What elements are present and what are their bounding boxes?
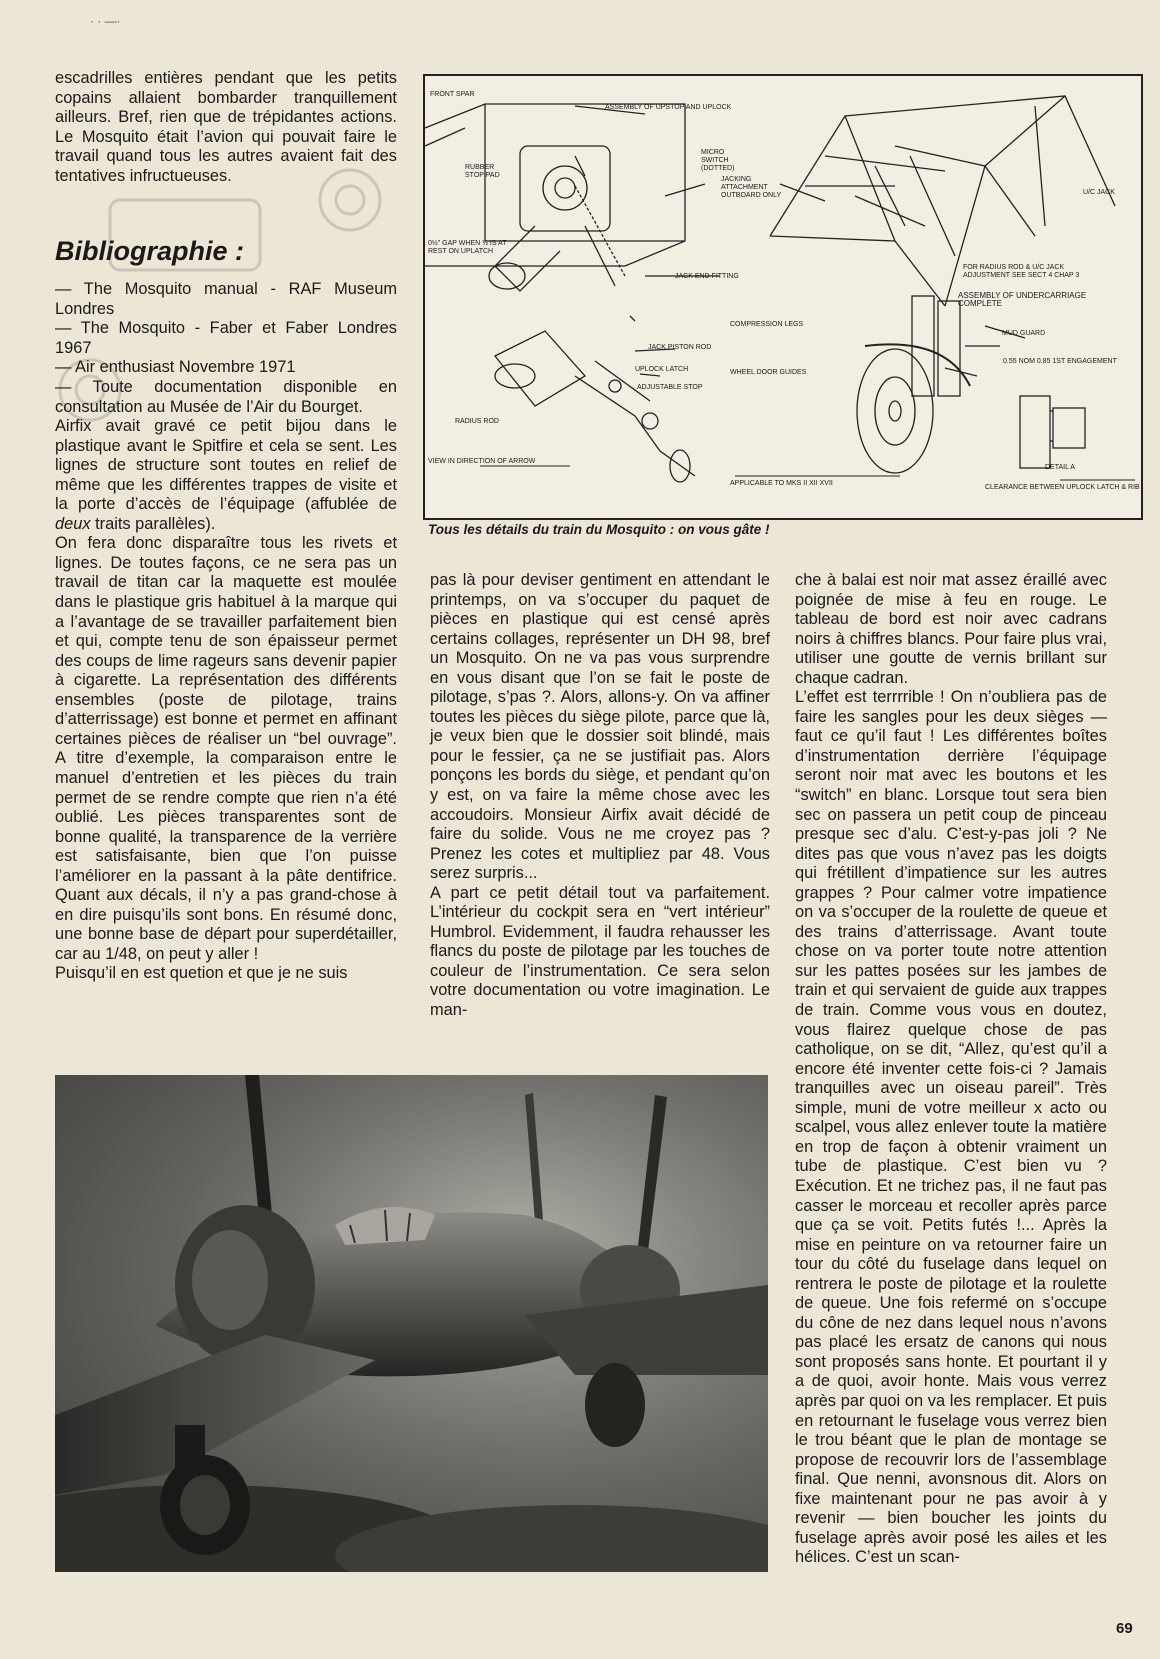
body-paragraph: On fera donc disparaître tous les rivets et lignes. De toutes façons, ce ne sera pas un travail de titan car la maquette est moulée dans le plastique gris habituel à la marque qui a l’avantage de se travailler parfaitement bien et qui, compte tenu de son épaisseur permet des coups de lime rageurs sans devenir papier à cigarette. La représentation des différents ensembles (poste de pilotage, trains d’atterrissage) est bonne et permet en affinant certaines pièces de réaliser un “bel ouvrage”. A titre d’exemple, la comparaison entre le manuel d’entretien et les pièces du train permet de se rendre compte que rien n’a été oublié. Les pièces transparentes sont de bonne qualité, la transparence de la verrière est satisfaisante, bien que l’on puisse l’améliorer en la passant à la pâte dentifrice. Quant aux décals, il n’y a pas grand-chose à en dire puisqu’ils sont bons. En résumé donc, une bonne base de départ pour superdétailler, car au 1/48, on peut y aller ! [55, 534, 397, 963]
label-micro-switch: MICRO SWITCH (DOTTED) [701, 149, 735, 172]
page-corner-mark: · · —· [90, 14, 121, 28]
label-uc-jack: U/C JACK [1083, 189, 1115, 196]
label-jacking-attachment: JACKING ATTACHMENT OUTBOARD ONLY [721, 176, 782, 199]
bibliography-item: — The Mosquito manual - RAF Museum Londres [55, 280, 397, 318]
bibliography-heading: Bibliographie : [55, 236, 244, 267]
text-run: Airfix avait gravé ce petit bijou dans le plastique avant le Spitfire et cela se sent. Les lignes de structure sont toutes en relief de même que les différentes trappes de visite et la porte d’accès de l’équipage (affublée de [55, 417, 397, 514]
figure-caption: Tous les détails du train du Mosquito : on vous gâte ! [428, 522, 770, 537]
label-compression-legs: COMPRESSION LEGS [730, 321, 804, 328]
label-clearance-between: CLEARANCE BETWEEN UPLOCK LATCH & RIB [985, 484, 1140, 491]
bibliography-item: — Air enthusiast Novembre 1971 [55, 358, 296, 377]
label-assembly-complete: ASSEMBLY OF UNDERCARRIAGE COMPLETE [958, 291, 1087, 308]
intro-paragraph: escadrilles entières pendant que les petits copains allaient bombarder tranquillement ailleurs. Bref, rien que de trépidantes actions. Le Mosquito était l’avion qui pouvait faire le travail quand tous les autres avaient fait des tentatives infructueuses. [55, 69, 397, 185]
label-mud-guard: MUD GUARD [1002, 330, 1046, 337]
label-assembly-upstop: ASSEMBLY OF UPSTOP AND UPLOCK [605, 104, 732, 111]
body-paragraph: che à balai est noir mat assez éraillé avec poignée de mise à feu en rouge. Le tableau de bord est noir avec cadrans noirs à chiffres blancs. Pour faire plus vrai, utiliser une goutte de vernis brillant sur chaque cadran. [795, 571, 1107, 687]
body-paragraph: Puisqu’il en est quetion et que je ne suis [55, 964, 348, 983]
label-jack-piston: JACK PISTON ROD [648, 344, 712, 351]
label-applicable: APPLICABLE TO MKS II XII XVII [730, 480, 833, 487]
label-radius-rod: RADIUS ROD [455, 418, 499, 425]
photo-rendering [55, 1075, 768, 1572]
text-run: traits parallèles). [90, 514, 216, 533]
mosquito-model-photo [55, 1075, 768, 1572]
text-column-right [795, 571, 1107, 1568]
emphasis-text: deux [55, 514, 91, 533]
label-rubber-stop: RUBBER STOP PAD [465, 164, 500, 179]
label-dimensions: 0.55 NOM 0.85 1ST ENGAGEMENT [1003, 358, 1117, 365]
label-jack-end: JACK END FITTING [675, 273, 739, 280]
body-paragraph: L’effet est terrrrible ! On n’oubliera pas de faire les sangles pour les deux sièges — faut ce qu’il faut ! Les différentes boîtes d’instrumentation derrière l’équipage seront noir mat avec les boutons et les “switch” en blanc. Lorsque tout sera bien sec on passera un petit coup de pinceau presque sec d’alu. C’est-y-pas joli ? Ne dites pas que vous n’avez pas les doigts qui frétillent d’impatience sur les autres grappes ? Pour calmer votre impatience on va s’occuper de la roulette de queue et des trains d’atterrissage. Avant toute chose on va porter toute notre attention sur les pattes posées sur les jambes de train et qui servaient de guide aux trappes de train. Comme vous vous en doutez, vous flairez quelque chose de pas catholique, on se dit, “Allez, qu’est qu’il a encore été inventer cette fois-ci ? Jamais tranquilles avec un oiseau pareil”. Très simple, muni de votre meilleur x acto ou scalpel, vous allez enlever toute la matière en trop de façon à obtenir vraiment un tube de plastique. C’est bien vu ? Exécution. Et ne trichez pas, il ne faut pas casser le morceau et recoller après parce que ça se voit. Petits futés !... Après la mise en peinture on va retourner faire un tour du côté du fuselage dans lequel on rentrera le poste de pilotage et la roulette de queue. Une fois refermé on s’occupe du cône de nez dans lequel nous n’avons pas placé les ersatz de canons qui nous sont proposés sans honte. Et pourtant il y a de quoi, avoir honte. Mais vous verrez après par quoi on va les remplacer. Et puis en retournant le fuselage vous verrez bien le trou béant que le plan de montage se propose de recouvrir lors de l’assemblage final. Que nenni, avonsnous dit. Alors on fixe maintenant pour ne pas avoir à y revenir — bien boucher les joints du fuselage après avoir posé les ailes et les hélices. C’est un scan- [795, 688, 1107, 1567]
bibliography-item: — Toute documentation disponible en consultation au Musée de l’Air du Bourget. [55, 378, 397, 416]
label-front-spar: FRONT SPAR [430, 91, 475, 98]
label-clearance-note: 0½" GAP WHEN ½ IS AT REST ON UPLATCH [428, 240, 507, 255]
body-paragraph [55, 417, 397, 534]
text-column-left [55, 69, 397, 984]
label-uplock-latch: UPLOCK LATCH [635, 366, 689, 373]
body-paragraph: pas là pour deviser gentiment en attendant le printemps, on va s’occuper du paquet de pièces en plastique qui est censé après certains collages, représenter un DH 98, bref un Mosquito. On ne va pas vous surprendre en vous disant que l’on se fait le poste de pilotage, s’pas ?. Alors, allons-y. On va affiner toutes les pièces du siège pilote, parce que là, je veux bien que le dossier soit blindé, mais pour le fessier, ça ne se justifiait pas. Alors ponçons les bords du siège, et pendant qu’on y est, on va faire la même chose avec les accoudoirs. Monsieur Airfix avait décidé de faire du solide. Vous ne me croyez pas ? Prenez les cotes et multipliez par 48. Vous serez surpris... [430, 571, 770, 883]
label-wheel-door: WHEEL DOOR GUIDES [730, 369, 807, 376]
undercarriage-diagram [423, 74, 1143, 520]
label-radius-note: FOR RADIUS ROD & U/C JACK ADJUSTMENT SEE SECT 4 CHAP 3 [963, 264, 1080, 279]
label-adjustable-stop: ADJUSTABLE STOP [637, 384, 703, 391]
bibliography-item: — The Mosquito - Faber et Faber Londres 1967 [55, 319, 397, 357]
label-view-arrow: VIEW IN DIRECTION OF ARROW [428, 458, 536, 465]
body-paragraph: A part ce petit détail tout va parfaitement. L’intérieur du cockpit sera en “vert intérieur” Humbrol. Evidemment, il faudra rehausser les flancs du poste de pilotage par les touches de couleur de l’instrumentation. Ce sera selon votre documentation ou votre imagination. Le man- [430, 883, 770, 1020]
text-column-middle [430, 571, 770, 1021]
bibliography-list [55, 280, 397, 417]
label-detail-a: DETAIL A [1045, 464, 1075, 471]
page-number: 69 [1116, 1620, 1133, 1637]
